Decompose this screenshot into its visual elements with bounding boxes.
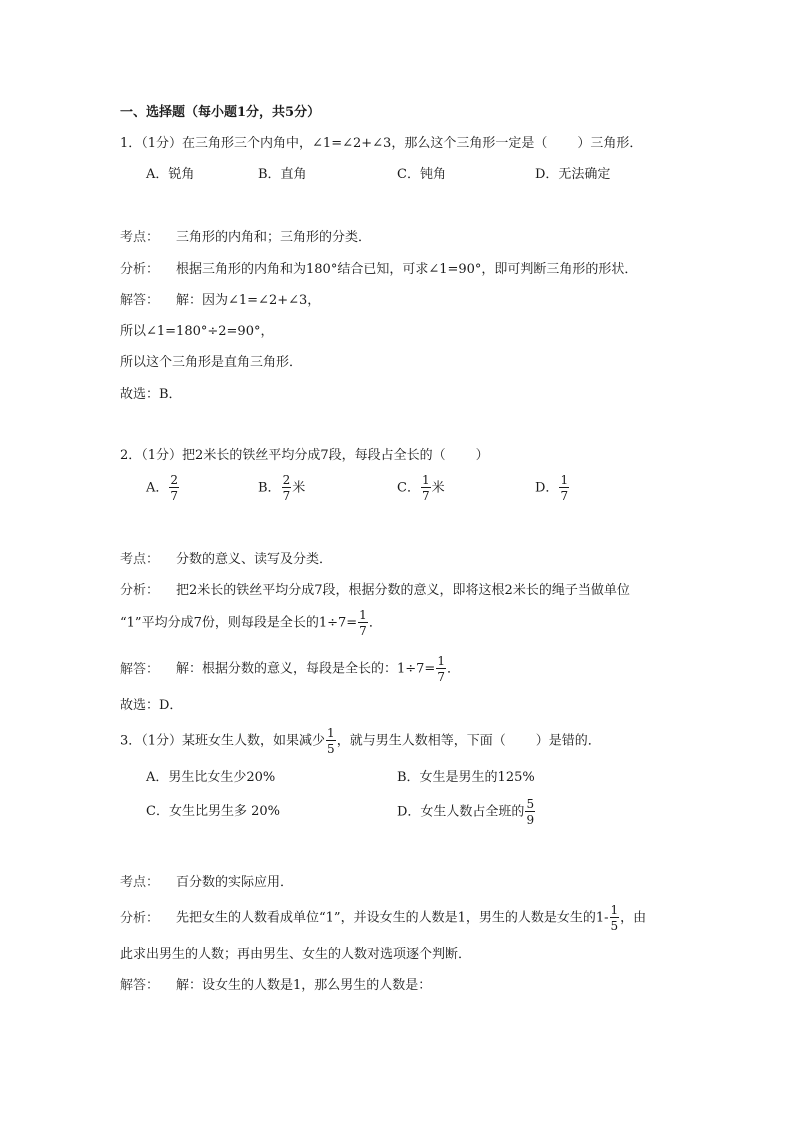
q2-option-a-letter: A．: [146, 480, 169, 496]
q2-option-b-fraction: [282, 474, 292, 502]
q1-option-b: B．直角: [258, 167, 307, 182]
q3-fenxi-fraction: [610, 904, 620, 932]
q2-fenxi-text-1: 把2米长的铁丝平均分成7段，根据分数的意义，即将这根2米长的绳子当做单位: [176, 583, 630, 598]
denominator: 7: [359, 624, 367, 638]
q3-jieda: [120, 979, 431, 992]
q2-jieda-text: 解：根据分数的意义，每段是全长的：1÷7=: [176, 661, 436, 677]
q1-stem: [120, 137, 642, 150]
q2-option-a-fraction: [169, 474, 179, 502]
numerator: 5: [526, 797, 535, 811]
q1-kaodian-text: 三角形的内角和；三角形的分类．: [176, 230, 372, 245]
q2-option-c-letter: C．: [397, 480, 420, 496]
fenxi-label: 分析：: [120, 262, 160, 277]
q2-stem-part2: ）: [475, 448, 489, 463]
q3-fenxi-line2: 此求出男生的人数；再由男生、女生的人数对选项逐个判断．: [120, 947, 472, 962]
numerator: 1: [359, 608, 367, 622]
q3-option-d: [397, 798, 536, 826]
q1-option-a: A．锐角: [146, 167, 195, 182]
q3-option-d-fraction: [525, 798, 535, 826]
q2-jieda: [120, 655, 460, 683]
q1-answer: 故选：B．: [120, 387, 182, 402]
q3-kaodian: [120, 876, 293, 889]
fenxi-label: 分析：: [120, 583, 160, 598]
q2-option-b-unit: 米: [292, 480, 306, 496]
denominator: 7: [560, 489, 569, 503]
q2-fenxi: [120, 584, 630, 597]
q2-option-d-fraction: [559, 474, 569, 502]
q3-stem-part2: ，就与男生人数相等，下面（: [336, 733, 506, 749]
q2-option-c-fraction: [421, 474, 431, 502]
numerator: 1: [421, 473, 430, 487]
q1-fenxi-text: 根据三角形的内角和为180°结合已知，可求∠1=90°，即可判断三角形的形状．: [176, 262, 638, 277]
q2-fenxi-line2: [120, 609, 382, 637]
q2-fenxi-fraction: [358, 609, 368, 637]
q2-stem: [120, 449, 489, 462]
q1-option-c: C．钝角: [397, 167, 446, 182]
q2-fenxi-text-2: “1”平均分成7份，则每段是全长的1÷7=: [120, 615, 358, 631]
q2-option-c: [397, 474, 445, 502]
q2-option-d: [535, 474, 570, 502]
denominator: 5: [610, 919, 619, 933]
jieda-label: 解答：: [120, 661, 160, 677]
q2-option-b-letter: B．: [258, 480, 281, 496]
q2-option-d-letter: D．: [535, 480, 559, 496]
q1-solution-line3: 所以这个三角形是直角三角形．: [120, 355, 303, 370]
q1-jieda: [120, 294, 320, 307]
kaodian-label: 考点：: [120, 875, 160, 890]
jieda-label: 解答：: [120, 978, 160, 993]
denominator: 7: [282, 489, 291, 503]
numerator: 2: [170, 473, 179, 487]
numerator: 2: [282, 473, 291, 487]
q3-fenxi-text-1: 先把女生的人数看成单位“1”，并设女生的人数是1，男生的人数是女生的1-: [176, 910, 609, 926]
numerator: 1: [327, 726, 335, 740]
q3-stem-part1: 3．（1分）某班女生人数，如果减少: [120, 733, 326, 749]
q2-fenxi-end: ．: [368, 615, 382, 631]
fenxi-label: 分析：: [120, 910, 160, 926]
q1-stem-part1: 1．（1分）在三角形三个内角中，∠1=∠2+∠3，那么这个三角形一定是（: [120, 136, 548, 151]
jieda-label: 解答：: [120, 293, 160, 308]
q3-option-b: B．女生是男生的125%: [397, 770, 535, 785]
q1-stem-part2: ）三角形．: [577, 136, 643, 151]
q2-kaodian-text: 分数的意义、读写及分类．: [176, 552, 333, 567]
q1-jieda-text: 解：因为∠1=∠2+∠3，: [176, 293, 321, 308]
q2-option-b: [258, 474, 305, 502]
q2-stem-part1: 2．（1分）把2米长的铁丝平均分成7段，每段占全长的（: [120, 448, 446, 463]
q3-jieda-text: 解：设女生的人数是1，那么男生的人数是：: [176, 978, 432, 993]
q2-option-a: [146, 474, 180, 502]
q3-stem: [120, 727, 601, 755]
q2-answer: 故选：D．: [120, 698, 183, 713]
q3-fenxi-end: ，由: [620, 910, 647, 926]
denominator: 9: [526, 813, 535, 827]
q3-stem-part3: ）是错的．: [535, 733, 601, 749]
kaodian-label: 考点：: [120, 230, 160, 245]
q1-fenxi: [120, 263, 637, 276]
q1-option-d: D．无法确定: [535, 167, 611, 182]
q2-jieda-end: ．: [446, 661, 460, 677]
q3-fenxi: [120, 904, 646, 932]
denominator: 7: [437, 670, 445, 684]
q3-option-d-text: D．女生人数占全班的: [397, 804, 525, 820]
numerator: 1: [437, 654, 445, 668]
numerator: 1: [610, 903, 619, 917]
numerator: 1: [560, 473, 569, 487]
q2-kaodian: [120, 553, 332, 566]
denominator: 7: [170, 489, 179, 503]
q3-option-c: C．女生比男生多 20%: [146, 804, 280, 819]
q1-kaodian: [120, 231, 371, 244]
q3-stem-fraction: [326, 727, 336, 755]
q2-jieda-fraction: [436, 655, 446, 683]
q2-option-c-unit: 米: [431, 480, 445, 496]
q3-option-a: A．男生比女生少20%: [146, 770, 276, 785]
q1-solution-line2: 所以∠1=180°÷2=90°，: [120, 324, 274, 339]
q3-kaodian-text: 百分数的实际应用．: [176, 875, 294, 890]
kaodian-label: 考点：: [120, 552, 160, 567]
denominator: 7: [421, 489, 430, 503]
section-title: 一、选择题（每小题1分，共5分）: [120, 105, 321, 120]
denominator: 5: [327, 742, 335, 756]
